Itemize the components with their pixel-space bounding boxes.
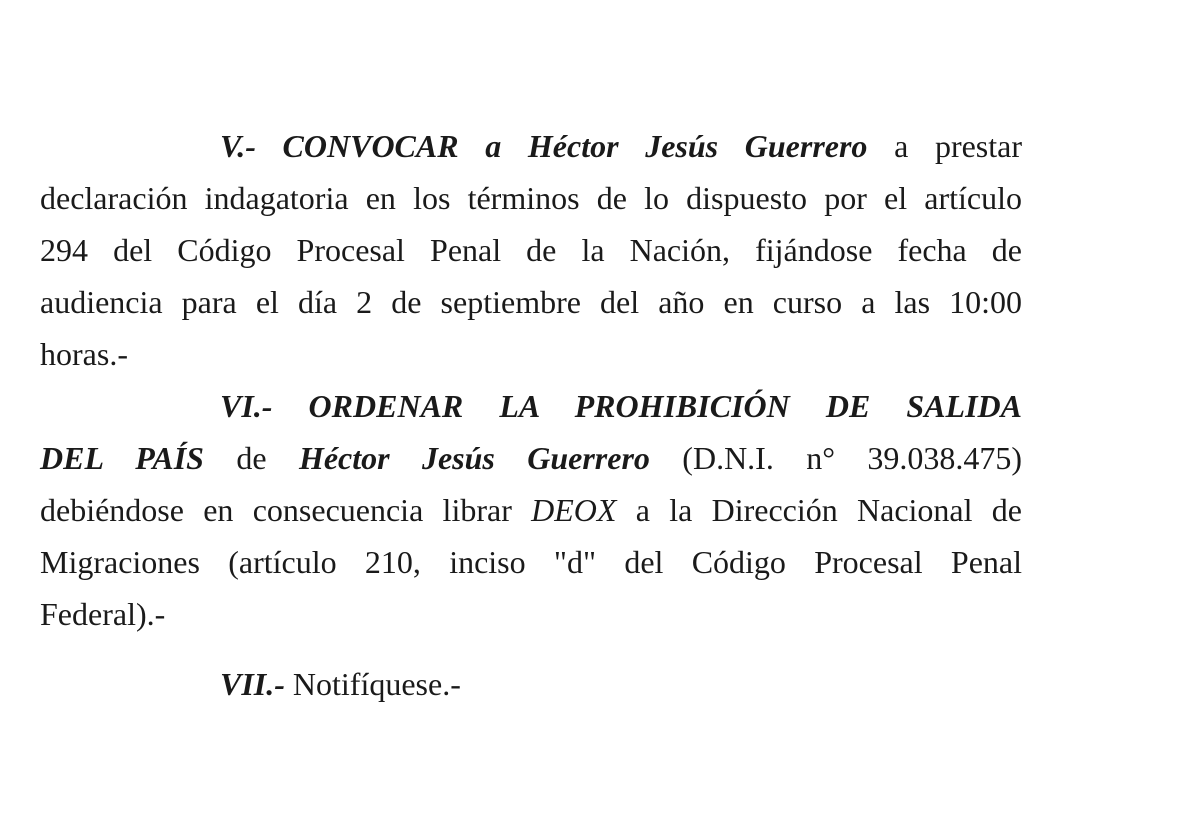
section-vi-line-2	[40, 432, 1022, 484]
document-page	[40, 120, 1022, 710]
section-vi-text: debiéndose en consecuencia librar	[40, 492, 532, 528]
section-v-line-4: audiencia para el día 2 de septiembre del año en curso a las 10:00	[40, 284, 1022, 320]
section-vi-person-name: Héctor Jesús Guerrero	[298, 440, 650, 476]
section-vi-line-5: Federal).-	[40, 596, 166, 632]
section-vi-heading: VI.- ORDENAR LA PROHIBICIÓN DE SALIDA	[220, 388, 1022, 424]
section-vi-text: de	[203, 440, 299, 476]
section-vi-heading-cont: DEL PAÍS	[40, 440, 204, 476]
section-vi-text: a la Dirección Nacional de	[616, 492, 1023, 528]
section-v-line-2: declaración indagatoria en los términos de lo dispuesto por el artículo	[40, 180, 1022, 216]
section-vii-heading: VII.-	[220, 666, 285, 702]
section-vi-deox: DEOX	[531, 492, 617, 528]
section-vi-line-1	[40, 380, 1022, 432]
section-v-paragraph	[40, 120, 1022, 380]
section-v-heading: V.- CONVOCAR a Héctor Jesús Guerrero	[220, 128, 868, 164]
section-v-line-5: horas.-	[40, 336, 128, 372]
section-vii-line-1	[40, 658, 1022, 710]
section-vi-line-3	[40, 484, 1022, 536]
section-vii-text: Notifíquese.-	[284, 666, 461, 702]
section-vii-paragraph	[40, 658, 1022, 710]
section-v-line-3: 294 del Código Procesal Penal de la Nación, fijándose fecha de	[40, 232, 1022, 268]
section-v-line-1	[40, 120, 1022, 172]
section-vi-line-4: Migraciones (artículo 210, inciso "d" del Código Procesal Penal	[40, 544, 1022, 580]
section-vi-paragraph	[40, 380, 1022, 640]
section-vi-dni: (D.N.I. n° 39.038.475)	[649, 440, 1023, 476]
section-v-text: a prestar	[867, 128, 1022, 164]
